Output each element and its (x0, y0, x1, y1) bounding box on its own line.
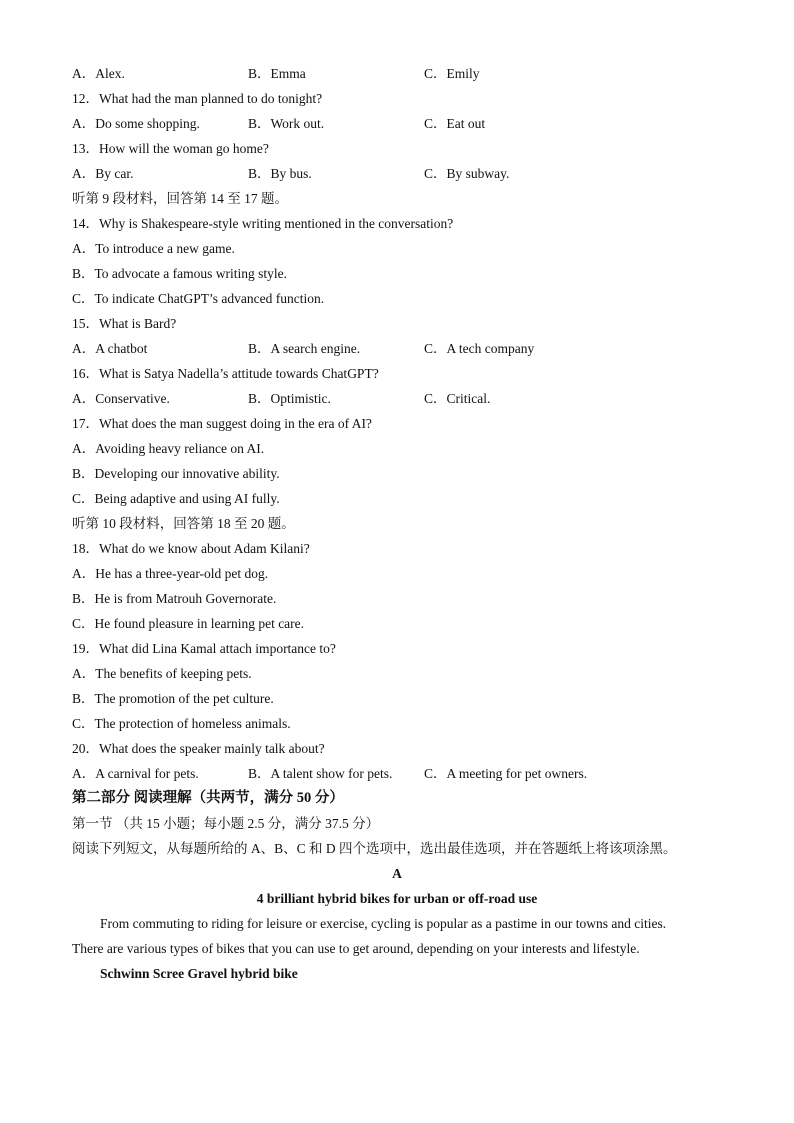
q14-option-c: C．To indicate ChatGPT’s advanced function. (72, 291, 325, 306)
q13-stem: 13．How will the woman go home? (72, 141, 269, 156)
passage-title: 4 brilliant hybrid bikes for urban or off-road use (256, 891, 538, 906)
q17-option-a: A．Avoiding heavy reliance on AI. (72, 441, 265, 456)
passage-label: A (392, 866, 402, 881)
listening-part-10-instruction: 听第 10 段材料，回答第 18 至 20 题。 (72, 516, 295, 531)
q12-option-a: A．Do some shopping. (72, 116, 200, 131)
listening-part-9-instruction: 听第 9 段材料，回答第 14 至 17 题。 (72, 191, 288, 206)
q13-option-c: C．By subway. (424, 166, 510, 181)
part-2-title: 第二部分 阅读理解（共两节，满分 50 分） (72, 790, 344, 806)
q20-stem: 20．What does the speaker mainly talk about? (72, 741, 325, 756)
q18-stem: 18．What do we know about Adam Kilani? (72, 541, 310, 556)
q20-option-c: C．A meeting for pet owners. (424, 766, 588, 781)
q17-option-b: B．Developing our innovative ability. (72, 466, 280, 481)
q16-option-a: A．Conservative. (72, 391, 170, 406)
passage-paragraph-line-2: There are various types of bikes that you can use to get around, depending on your interests and lifestyle. (72, 941, 640, 956)
q16-option-b: B．Optimistic. (248, 391, 331, 406)
q19-stem: 19．What did Lina Kamal attach importance to? (72, 641, 336, 656)
q14-stem: 14．Why is Shakespeare-style writing mentioned in the conversation? (72, 216, 454, 231)
q19-option-c: C．The protection of homeless animals. (72, 716, 291, 731)
passage-paragraph-line-1: From commuting to riding for leisure or exercise, cycling is popular as a pastime in our towns and cities. (100, 916, 667, 931)
q11-option-c: C．Emily (424, 66, 480, 81)
q19-option-a: A．The benefits of keeping pets. (72, 666, 252, 681)
q11-option-b: B．Emma (248, 66, 306, 81)
q12-option-c: C．Eat out (424, 116, 486, 131)
q14-option-b: B．To advocate a famous writing style. (72, 266, 288, 281)
q18-option-b: B．He is from Matrouh Governorate. (72, 591, 277, 606)
q19-option-b: B．The promotion of the pet culture. (72, 691, 274, 706)
q12-option-b: B．Work out. (248, 116, 325, 131)
q15-stem: 15．What is Bard? (72, 316, 177, 331)
section-1-heading: 第一节 （共 15 小题；每小题 2.5 分，满分 37.5 分） (72, 816, 380, 831)
q15-option-b: B．A search engine. (248, 341, 361, 356)
q15-option-a: A．A chatbot (72, 341, 148, 356)
q20-option-b: B．A talent show for pets. (248, 766, 393, 781)
q18-option-c: C．He found pleasure in learning pet care. (72, 616, 305, 631)
q17-option-c: C．Being adaptive and using AI fully. (72, 491, 280, 506)
q16-option-c: C．Critical. (424, 391, 491, 406)
passage-subheading: Schwinn Scree Gravel hybrid bike (100, 966, 298, 981)
q11-option-a: A．Alex. (72, 66, 125, 81)
q13-option-b: B．By bus. (248, 166, 312, 181)
q20-option-a: A．A carnival for pets. (72, 766, 199, 781)
q18-option-a: A．He has a three-year-old pet dog. (72, 566, 269, 581)
q14-option-a: A．To introduce a new game. (72, 241, 235, 256)
q12-stem: 12．What had the man planned to do tonight? (72, 91, 323, 106)
q17-stem: 17．What does the man suggest doing in the era of AI? (72, 416, 372, 431)
q15-option-c: C．A tech company (424, 341, 535, 356)
q13-option-a: A．By car. (72, 166, 134, 181)
q16-stem: 16．What is Satya Nadella’s attitude towards ChatGPT? (72, 366, 379, 381)
reading-instructions: 阅读下列短文，从每题所给的 A、B、C 和 D 四个选项中，选出最佳选项，并在答题纸上将该项涂黑。 (72, 841, 677, 856)
